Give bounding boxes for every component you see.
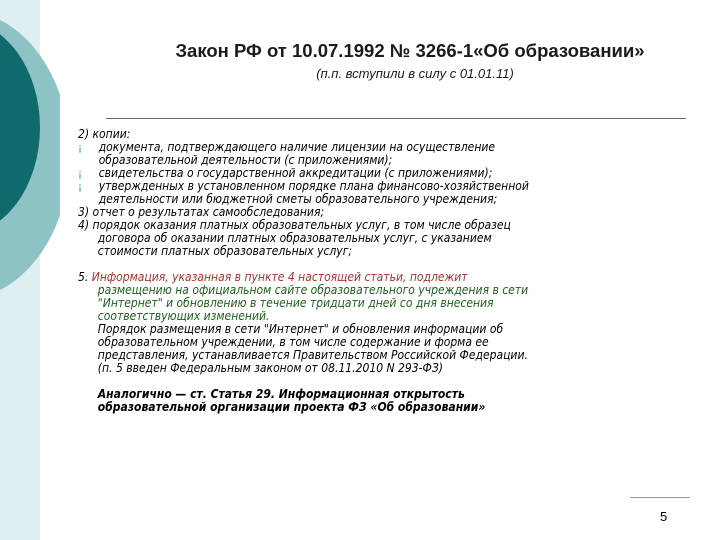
analog-line2: образовательной организации проекта ФЗ «Об образовании» xyxy=(97,400,486,414)
bullet-plan-line2: деятельности или бюджетной сметы образовательного учреждения; xyxy=(98,192,498,206)
order-line4: (п. 5 введен Федеральным законом от 08.11.2010 N 293-ФЗ) xyxy=(97,361,443,375)
item-5-green-line2: "Интернет" и обновлению в течение тридцати дней со дня внесения xyxy=(97,296,494,310)
order-line1: Порядок размещения в сети "Интернет" и обновления информации об xyxy=(97,322,504,336)
bullet-circle-icon: ¡ xyxy=(78,180,82,193)
item-5-green-line1: размещению на официальном сайте образовательного учреждения в сети xyxy=(97,283,529,297)
page-number: 5 xyxy=(660,509,668,524)
item-4-line1: 4) порядок оказания платных образовательных услуг, в том числе образец xyxy=(78,218,511,232)
bullet-circle-icon: ¡ xyxy=(78,167,82,180)
item-4-line2: договора об оказании платных образовательных услуг, с указанием xyxy=(97,231,492,245)
bullet-license-line2: образовательной деятельности (с приложениями); xyxy=(98,153,393,167)
title-divider xyxy=(106,118,686,119)
bullet-license-line1: документа, подтверждающего наличие лицензии на осуществление xyxy=(98,140,496,154)
item-5-green-line3: соответствующих изменений. xyxy=(97,309,270,323)
item-5-number: 5. xyxy=(78,270,89,284)
analog-line1: Аналогично — ст. Статья 29. Информационная открытость xyxy=(97,387,465,401)
decorative-background xyxy=(0,0,60,540)
item-4-line3: стоимости платных образовательных услуг; xyxy=(97,244,353,258)
slide-body xyxy=(78,128,641,414)
bullet-plan-line1: утвержденных в установленном порядке плана финансово-хозяйственной xyxy=(98,179,529,193)
item-3: 3) отчет о результатах самообследования; xyxy=(78,205,325,219)
slide-subtitle: (п.п. вступили в силу с 01.01.11) xyxy=(316,66,514,81)
slide-title: Закон РФ от 10.07.1992 № 3266-1«Об образовании» xyxy=(175,40,645,61)
bullet-accreditation-line1: свидетельства о государственной аккредитации (с приложениями); xyxy=(98,166,493,180)
bullet-plan xyxy=(78,180,641,206)
page-number-divider xyxy=(630,497,690,498)
order-line3: представления, устанавливается Правительством Российской Федерации. xyxy=(97,348,528,362)
bullet-license xyxy=(78,141,641,167)
order-line2: образовательном учреждении, в том числе содержание и форма ее xyxy=(97,335,489,349)
item-5-red-text: Информация, указанная в пункте 4 настоящей статьи, подлежит xyxy=(91,270,468,284)
item-2-heading: 2) копии: xyxy=(78,127,131,141)
bullet-circle-icon: ¡ xyxy=(78,141,82,154)
